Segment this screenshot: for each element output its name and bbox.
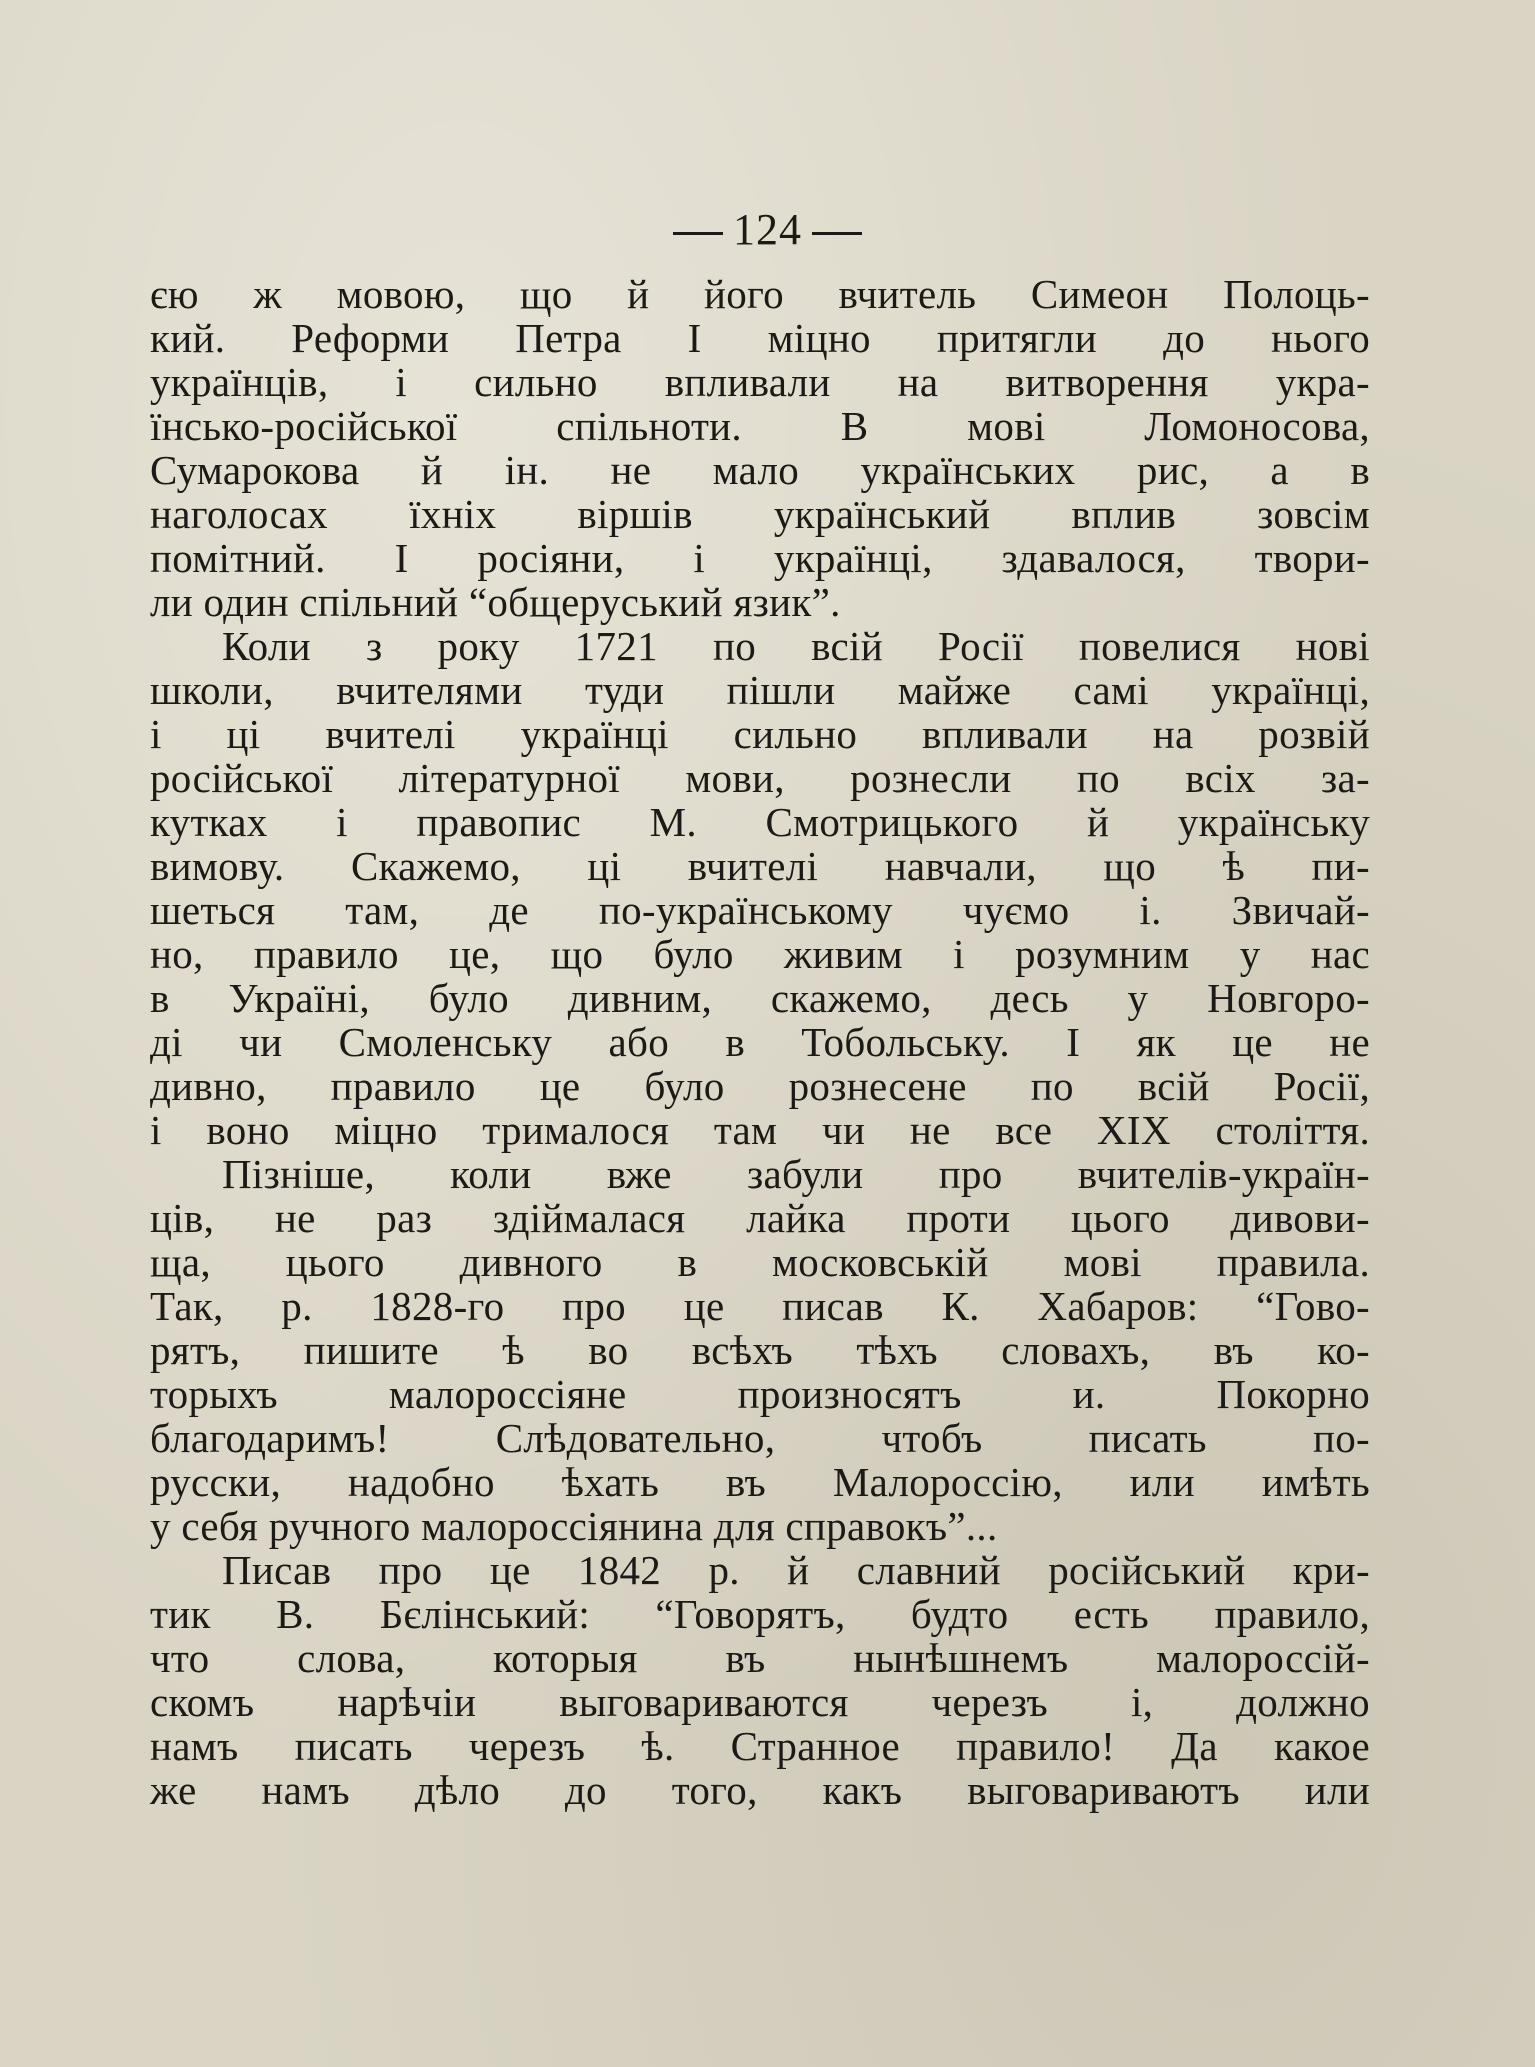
text-line: помітний. І росіяни, і українці, здавалося, твори-: [150, 535, 1370, 581]
text-line: что слова, которыя въ нынѣшнемъ малороссій-: [150, 1635, 1370, 1681]
page-number-dash-left: [673, 232, 723, 235]
text-line: ща, цього дивного в московській мові правила.: [150, 1239, 1370, 1285]
page-number-dash-right: [812, 232, 862, 235]
text-line: їнсько-російської спільноти. В мові Ломоносова,: [150, 403, 1370, 449]
text-line: Так, р. 1828-го про це писав К. Хабаров: “Гово-: [150, 1283, 1370, 1329]
text-line: Сумарокова й ін. не мало українських рис, а в: [150, 447, 1370, 493]
text-line: ців, не раз здіймалася лайка проти цього дивови-: [150, 1195, 1370, 1241]
text-line: кий. Реформи Петра І міцно притягли до нього: [150, 315, 1370, 361]
text-line: єю ж мовою, що й його вчитель Симеон Полоць-: [150, 271, 1370, 317]
text-line: торыхъ малороссіяне произносятъ и. Покорно: [150, 1371, 1370, 1417]
text-line: і ці вчителі українці сильно впливали на розвій: [150, 711, 1370, 757]
text-line: українців, і сильно впливали на витворення укра-: [150, 359, 1370, 405]
text-line: дивно, правило це було рознесене по всій Росії,: [150, 1063, 1370, 1109]
text-line: Писав про це 1842 р. й славний російський кри-: [222, 1547, 1370, 1593]
body-text: [150, 272, 1370, 1812]
text-line: наголосах їхніх віршів український вплив зовсім: [150, 491, 1370, 537]
page-number-value: 124: [733, 205, 802, 254]
text-line: російської літературної мови, рознесли по всіх за-: [150, 755, 1370, 801]
text-line: і воно міцно трималося там чи не все XIX століття.: [150, 1107, 1370, 1153]
page-number: [0, 200, 1535, 260]
text-line: скомъ нарѣчіи выговариваются черезъ і, должно: [150, 1679, 1370, 1725]
text-line: тик В. Бєлінський: “Говорятъ, будто есть правило,: [150, 1591, 1370, 1637]
text-line: в Україні, було дивним, скажемо, десь у Новгоро-: [150, 975, 1370, 1021]
text-line: школи, вчителями туди пішли майже самі українці,: [150, 667, 1370, 713]
text-line: благодаримъ! Слѣдовательно, чтобъ писать по-: [150, 1415, 1370, 1461]
text-line: Пізніше, коли вже забули про вчителів-україн-: [222, 1151, 1370, 1197]
text-line: Коли з року 1721 по всій Росії повелися нові: [222, 623, 1370, 669]
text-line: же намъ дѣло до того, какъ выговариваютъ или: [150, 1767, 1370, 1813]
text-line: русски, надобно ѣхать въ Малороссію, или имѣть: [150, 1459, 1370, 1505]
text-line: кутках і правопис М. Смотрицького й українську: [150, 799, 1370, 845]
text-line: у себя ручного малороссіянина для справокъ”...: [150, 1503, 998, 1549]
text-line: вимову. Скажемо, ці вчителі навчали, що ѣ пи-: [150, 843, 1370, 889]
text-line: ді чи Смоленську або в Тобольську. І як це не: [150, 1019, 1370, 1065]
text-line: но, правило це, що було живим і розумним у нас: [150, 931, 1370, 977]
text-line: рятъ, пишите ѣ во всѣхъ тѣхъ словахъ, въ ко-: [150, 1327, 1370, 1373]
text-line: шеться там, де по-українському чуємо і. Звичай-: [150, 887, 1370, 933]
text-line: ли один спільний “общеруський язик”.: [150, 579, 841, 625]
text-line: намъ писать черезъ ѣ. Странное правило! Да какое: [150, 1723, 1370, 1769]
